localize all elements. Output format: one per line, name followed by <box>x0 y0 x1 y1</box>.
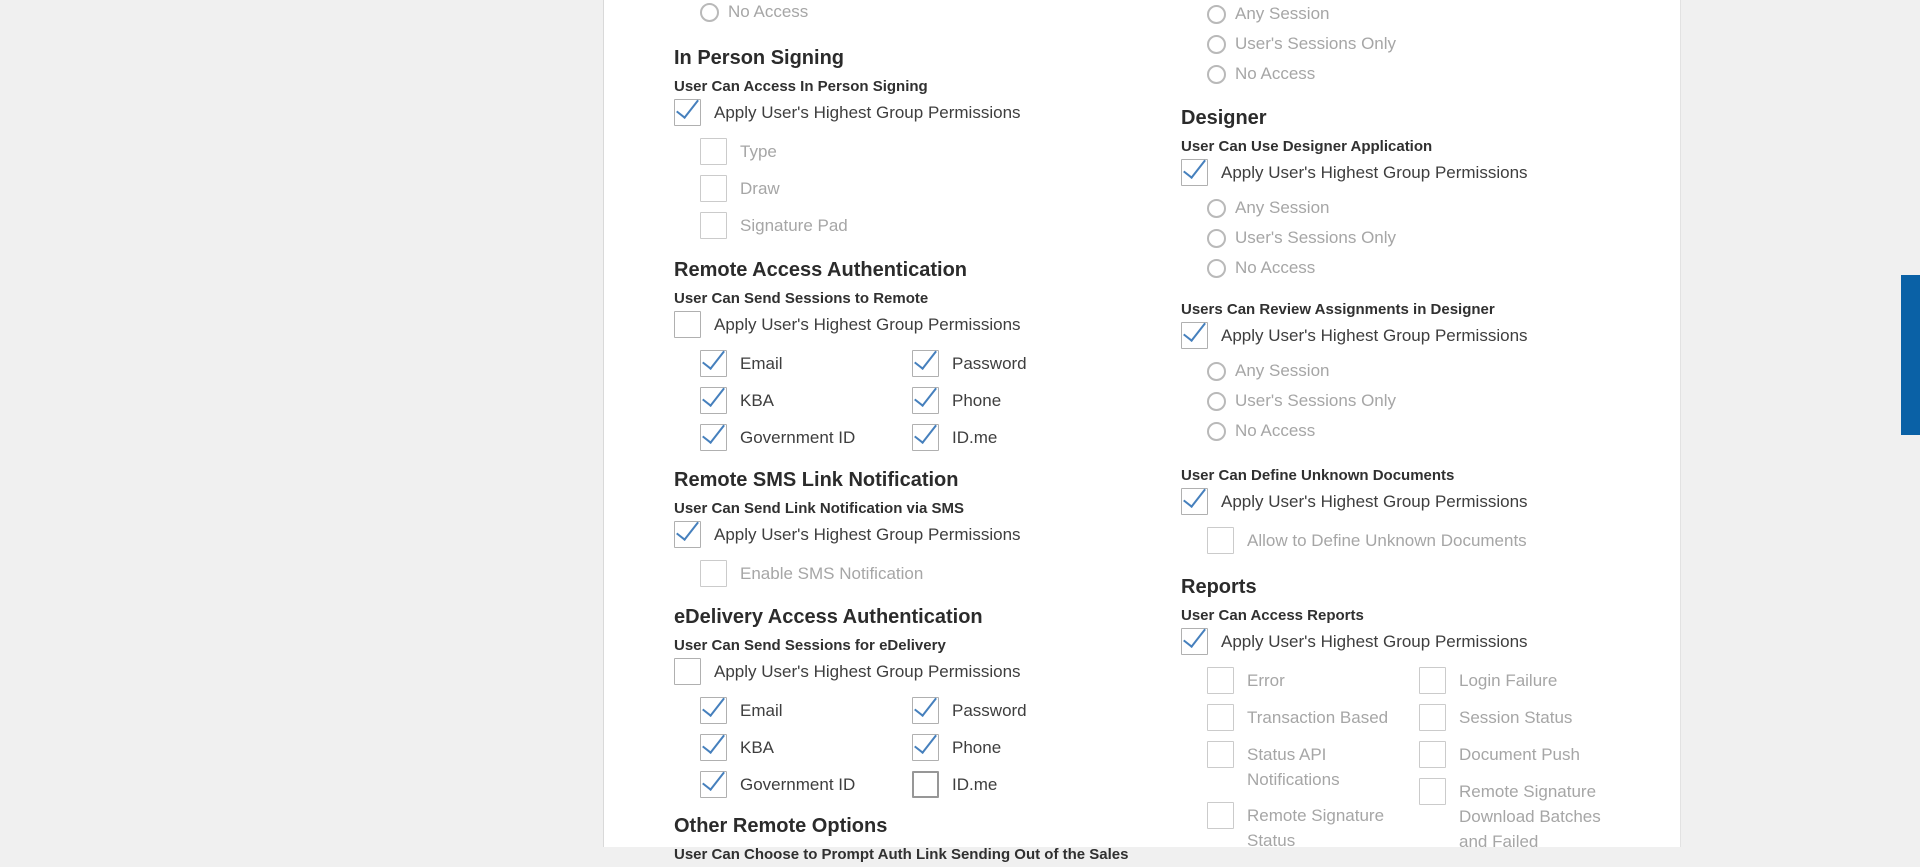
checkbox-apply-highest-group-permissions[interactable] <box>1181 159 1208 186</box>
option-cell <box>912 350 1027 377</box>
radio-row <box>1181 198 1681 218</box>
option-row <box>1207 741 1419 792</box>
checkbox-allow-to-define-unknown-documents[interactable] <box>1207 527 1234 554</box>
radio-row <box>1181 4 1681 24</box>
checkbox-label-apply-highest-group-permissions[interactable]: Apply User's Highest Group Permissions <box>714 661 1021 681</box>
option-cell <box>700 734 912 761</box>
radio-label-no-access[interactable]: No Access <box>728 2 809 21</box>
checkbox-apply-highest-group-permissions[interactable] <box>1181 322 1208 349</box>
option-row-2col <box>674 771 1179 798</box>
checkbox-label-apply-highest-group-permissions[interactable]: Apply User's Highest Group Permissions <box>714 102 1021 122</box>
option-row <box>674 212 1179 239</box>
section-subheading: User Can Access Reports <box>1181 607 1364 624</box>
checkbox-government-id[interactable] <box>700 771 727 798</box>
radio-user-s-sessions-only[interactable] <box>1207 392 1226 411</box>
checkbox-label-phone[interactable]: Phone <box>952 737 1002 757</box>
apply-permissions-row <box>1181 159 1681 186</box>
radio-user-s-sessions-only[interactable] <box>1207 35 1226 54</box>
radio-label-any-session[interactable]: Any Session <box>1235 361 1330 380</box>
checkbox-label-kba[interactable]: KBA <box>740 737 775 757</box>
option-cell <box>912 387 1001 414</box>
radio-label-user-s-sessions-only[interactable]: User's Sessions Only <box>1235 228 1397 247</box>
checkbox-apply-highest-group-permissions[interactable] <box>674 521 701 548</box>
checkbox-document-push[interactable] <box>1419 741 1446 768</box>
checkbox-label-apply-highest-group-permissions[interactable]: Apply User's Highest Group Permissions <box>1221 162 1528 182</box>
checkbox-label-session-status[interactable]: Session Status <box>1459 708 1573 727</box>
checkbox-label-id-me[interactable]: ID.me <box>952 427 998 447</box>
checkbox-label-apply-highest-group-permissions[interactable]: Apply User's Highest Group Permissions <box>714 314 1021 334</box>
checkbox-remote-signature-download-batches-and-failed[interactable] <box>1419 778 1446 805</box>
checkbox-label-phone[interactable]: Phone <box>952 390 1002 410</box>
apply-permissions-row <box>674 658 1179 685</box>
option-row <box>1419 741 1627 768</box>
checkbox-apply-highest-group-permissions[interactable] <box>674 311 701 338</box>
section-subheading: User Can Define Unknown Documents <box>1181 467 1455 484</box>
radio-row <box>1181 34 1681 54</box>
option-row-2col <box>674 350 1179 377</box>
radio-no-access[interactable] <box>700 3 719 22</box>
section-define-unknown-documents <box>1181 466 1681 564</box>
checkbox-kba[interactable] <box>700 387 727 414</box>
option-row <box>1207 802 1419 853</box>
section-reports <box>1181 575 1681 864</box>
option-row <box>1419 667 1627 694</box>
checkbox-label-apply-highest-group-permissions[interactable]: Apply User's Highest Group Permissions <box>1221 491 1528 511</box>
checkbox-session-status[interactable] <box>1419 704 1446 731</box>
checkbox-apply-highest-group-permissions[interactable] <box>674 658 701 685</box>
radio-label-user-s-sessions-only[interactable]: User's Sessions Only <box>1235 391 1397 410</box>
section-designer <box>1181 106 1681 288</box>
checkbox-kba[interactable] <box>700 734 727 761</box>
checkbox-enable-sms-notification[interactable] <box>700 560 727 587</box>
checkbox-transaction-based[interactable] <box>1207 704 1234 731</box>
checkbox-draw[interactable] <box>700 175 727 202</box>
section-remote-sms-link-notification <box>674 468 1179 597</box>
option-row <box>1419 704 1627 731</box>
apply-permissions-row <box>1181 322 1681 349</box>
option-row <box>674 560 1179 587</box>
checkbox-label-allow-to-define-unknown-documents[interactable]: Allow to Define Unknown Documents <box>1247 530 1527 550</box>
option-row <box>1181 527 1681 554</box>
section-review-assignments-in-designer <box>1181 300 1681 451</box>
radio-any-session[interactable] <box>1207 199 1226 218</box>
vertical-scrollbar-thumb[interactable] <box>1901 275 1920 435</box>
checkbox-label-remote-signature-status[interactable]: Remote Signature Status <box>1247 806 1385 850</box>
apply-permissions-row <box>674 99 1179 126</box>
checkbox-login-failure[interactable] <box>1419 667 1446 694</box>
section-heading: Remote SMS Link Notification <box>674 469 959 491</box>
option-cell <box>700 697 912 724</box>
apply-permissions-row <box>674 311 1179 338</box>
option-row <box>1207 704 1419 731</box>
checkbox-label-government-id[interactable]: Government ID <box>740 427 856 447</box>
section-subheading: User Can Use Designer Application <box>1181 138 1433 155</box>
section-remote-access-authentication <box>674 258 1179 461</box>
checkbox-type[interactable] <box>700 138 727 165</box>
checkbox-phone[interactable] <box>912 387 939 414</box>
left-settings-column <box>674 0 1179 863</box>
section-heading: Reports <box>1181 576 1257 598</box>
option-cell <box>700 350 912 377</box>
checkbox-label-kba[interactable]: KBA <box>740 390 775 410</box>
section-other-remote-options <box>674 814 1179 867</box>
checkbox-label-draw[interactable]: Draw <box>740 178 780 198</box>
section-subheading: User Can Choose to Prompt Auth Link Sending Out of the Sales <box>674 846 1129 863</box>
reports-grid <box>1181 667 1681 864</box>
checkbox-label-password[interactable]: Password <box>952 700 1027 720</box>
reports-grid-column <box>1181 667 1419 863</box>
radio-no-access[interactable] <box>1207 65 1226 84</box>
checkbox-label-error[interactable]: Error <box>1247 671 1285 690</box>
section-prev-overflow <box>674 2 1179 32</box>
option-row <box>1207 667 1419 694</box>
radio-row <box>1181 228 1681 248</box>
option-row-2col <box>674 424 1179 451</box>
apply-permissions-row <box>674 521 1179 548</box>
checkbox-label-id-me[interactable]: ID.me <box>952 774 998 794</box>
section-heading: Designer <box>1181 107 1267 129</box>
option-row <box>674 175 1179 202</box>
checkbox-signature-pad[interactable] <box>700 212 727 239</box>
radio-label-no-access[interactable]: No Access <box>1235 64 1316 83</box>
checkbox-label-document-push[interactable]: Document Push <box>1459 745 1580 764</box>
checkbox-remote-signature-status[interactable] <box>1207 802 1234 829</box>
checkbox-status-api-notifications[interactable] <box>1207 741 1234 768</box>
radio-row <box>674 2 1179 22</box>
checkbox-label-password[interactable]: Password <box>952 353 1027 373</box>
section-heading: eDelivery Access Authentication <box>674 606 983 628</box>
checkbox-id-me[interactable] <box>912 771 939 798</box>
option-row <box>674 138 1179 165</box>
section-heading: Remote Access Authentication <box>674 259 968 281</box>
checkbox-phone[interactable] <box>912 734 939 761</box>
option-cell <box>700 424 912 451</box>
radio-no-access[interactable] <box>1207 422 1226 441</box>
radio-label-no-access[interactable]: No Access <box>1235 421 1316 440</box>
checkbox-email[interactable] <box>700 350 727 377</box>
radio-no-access[interactable] <box>1207 259 1226 278</box>
radio-label-any-session[interactable]: Any Session <box>1235 198 1330 217</box>
checkbox-government-id[interactable] <box>700 424 727 451</box>
section-heading: In Person Signing <box>674 47 845 69</box>
option-row <box>1419 778 1627 854</box>
option-cell <box>700 771 912 798</box>
option-row-2col <box>674 697 1179 724</box>
radio-row <box>1181 391 1681 411</box>
checkbox-label-type[interactable]: Type <box>740 141 777 161</box>
checkbox-password[interactable] <box>912 697 939 724</box>
reports-grid-column <box>1419 667 1627 864</box>
section-subheading: User Can Send Sessions to Remote <box>674 290 929 307</box>
option-cell <box>912 771 997 798</box>
radio-row <box>1181 64 1681 84</box>
option-cell <box>912 697 1027 724</box>
checkbox-apply-highest-group-permissions[interactable] <box>674 99 701 126</box>
right-settings-column <box>1181 0 1681 851</box>
checkbox-label-apply-highest-group-permissions[interactable]: Apply User's Highest Group Permissions <box>714 524 1021 544</box>
checkbox-apply-highest-group-permissions[interactable] <box>1181 628 1208 655</box>
radio-label-user-s-sessions-only[interactable]: User's Sessions Only <box>1235 34 1397 53</box>
checkbox-id-me[interactable] <box>912 424 939 451</box>
checkbox-label-enable-sms-notification[interactable]: Enable SMS Notification <box>740 563 924 583</box>
checkbox-label-transaction-based[interactable]: Transaction Based <box>1247 708 1389 727</box>
option-row-2col <box>674 734 1179 761</box>
checkbox-error[interactable] <box>1207 667 1234 694</box>
option-row-2col <box>674 387 1179 414</box>
section-subheading: User Can Send Sessions for eDelivery <box>674 637 946 654</box>
radio-any-session[interactable] <box>1207 5 1226 24</box>
checkbox-label-apply-highest-group-permissions[interactable]: Apply User's Highest Group Permissions <box>1221 631 1528 651</box>
radio-row <box>1181 361 1681 381</box>
section-prev-overflow-right <box>1181 4 1681 94</box>
apply-permissions-row <box>1181 628 1681 655</box>
radio-row <box>1181 258 1681 278</box>
section-subheading: User Can Access In Person Signing <box>674 78 928 95</box>
checkbox-label-signature-pad[interactable]: Signature Pad <box>740 215 848 235</box>
checkbox-label-government-id[interactable]: Government ID <box>740 774 856 794</box>
section-heading: Other Remote Options <box>674 815 888 837</box>
option-cell <box>912 734 1001 761</box>
option-cell <box>700 387 912 414</box>
checkbox-label-email[interactable]: Email <box>740 700 783 720</box>
radio-label-no-access[interactable]: No Access <box>1235 258 1316 277</box>
radio-user-s-sessions-only[interactable] <box>1207 229 1226 248</box>
checkbox-label-status-api-notifications[interactable]: Status API Notifications <box>1247 745 1340 789</box>
checkbox-label-remote-signature-download-batches-and-failed[interactable]: Remote Signature Download Batches and Failed <box>1459 782 1601 851</box>
section-subheading: User Can Send Link Notification via SMS <box>674 500 965 517</box>
radio-label-any-session[interactable]: Any Session <box>1235 4 1330 23</box>
section-edelivery-access-authentication <box>674 605 1179 808</box>
apply-permissions-row <box>1181 488 1681 515</box>
checkbox-password[interactable] <box>912 350 939 377</box>
checkbox-label-apply-highest-group-permissions[interactable]: Apply User's Highest Group Permissions <box>1221 325 1528 345</box>
checkbox-label-login-failure[interactable]: Login Failure <box>1459 671 1558 690</box>
section-subheading: Users Can Review Assignments in Designer <box>1181 301 1495 318</box>
option-cell <box>912 424 997 451</box>
checkbox-apply-highest-group-permissions[interactable] <box>1181 488 1208 515</box>
section-in-person-signing <box>674 46 1179 249</box>
checkbox-email[interactable] <box>700 697 727 724</box>
checkbox-label-email[interactable]: Email <box>740 353 783 373</box>
radio-any-session[interactable] <box>1207 362 1226 381</box>
radio-row <box>1181 421 1681 441</box>
